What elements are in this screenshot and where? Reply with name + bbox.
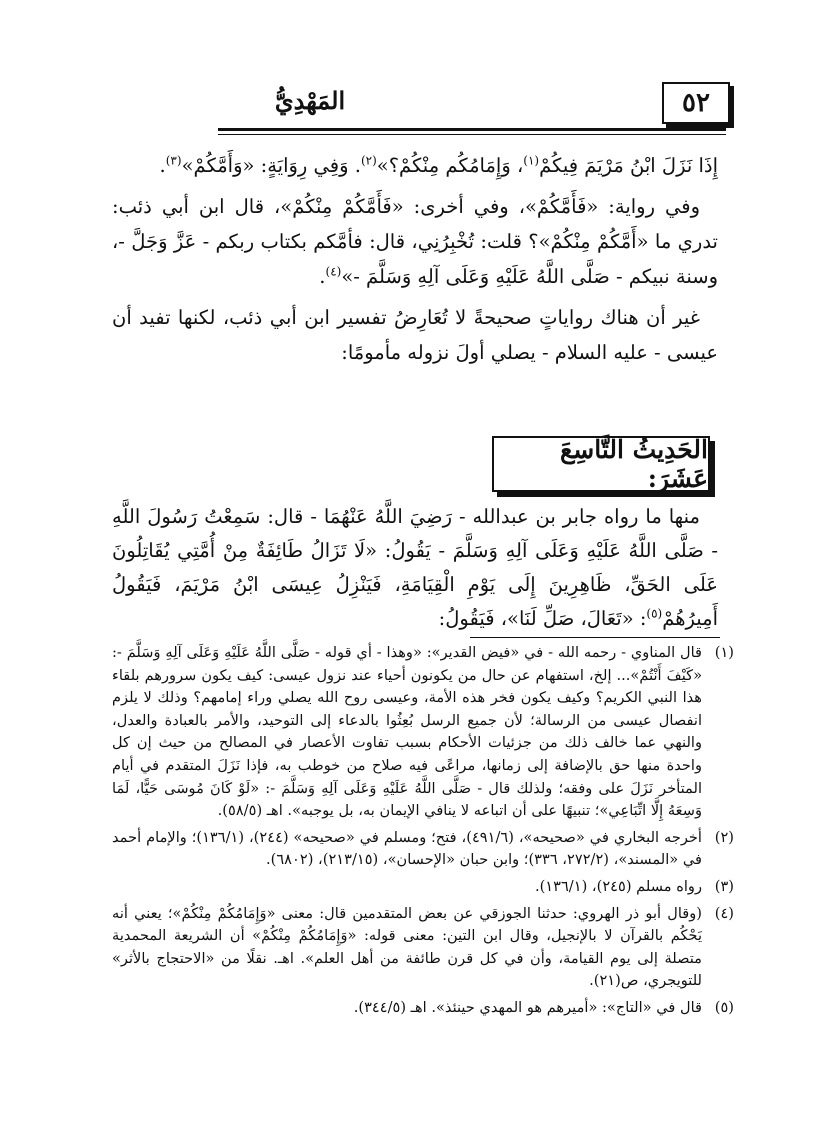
footnote-number: (٤) — [714, 904, 734, 922]
paragraph — [112, 189, 718, 294]
footnote-text: أخرجه البخاري في «صحيحه»، (٤٩١/٦)، فتح؛ ومسلم في «صحيحه» (٢٤٤)، (١٣٦/١)؛ والإمام أحمد في «المسند»، (٢٧٢/٢، ٣٣٦)؛ وابن حبان «الإحسان»، (٢١٣/١٥)، (٦٨٠٢). — [112, 828, 702, 869]
footnotes — [112, 642, 734, 1024]
section-heading-text: الحَدِيثُ التَّاسِعَ عَشَرَ: — [559, 435, 708, 493]
text-run: ، وَإِمَامُكُم مِنْكُمْ؟» — [376, 154, 524, 177]
main-text-2 — [112, 500, 718, 636]
text-run: إِذَا نَزَلَ ابْنُ مَرْيَمَ فِيكُمْ — [539, 154, 718, 177]
text-run: . — [319, 265, 326, 288]
footnote-marker: (٤) — [325, 264, 342, 279]
paragraph: غير أن هناك رواياتٍ صحيحةً لا تُعَارِضُ تفسير ابن أبي ذئب، لكنها تفيد أن عيسى - عليه السلام - يصلي أولَ نزوله مأمومًا: — [112, 306, 718, 364]
footnote — [112, 997, 734, 1020]
footnote-text: (وقال أبو ذر الهروي: حدثنا الجوزقي عن بعض المتقدمين قال: معنى «وَإِمَامُكُمْ مِنْكُمْ»؛ يعني أنه يَحْكُم بالقرآن لا بالإنجيل، وقال ابن التين: معنى قوله: «وَإِمَامُكُمْ مِنْكُمْ» أن الشريعة المحمدية متصلة إلى يوم القيامة، وأن في كل قرن طائفة من أهل العلم». اهـ. نقلًا من «الاحتجاج بالأثر» للتويجري، ص(٢١). — [112, 904, 702, 990]
footnote-marker: (٣) — [165, 153, 182, 168]
footnote-number: (١) — [714, 644, 734, 661]
main-text — [112, 148, 718, 376]
footnote-marker: (١) — [523, 153, 540, 168]
footnote-text: قال المناوي - رحمه الله - في «فيض القدير»: «وهذا - أي قوله - صَلَّى اللَّهُ عَلَيْهِ وَعَلَى آلِهِ وَسَلَّمَ -: «كَيْفَ أَنْتُمْ»... إلخ، استفهام عن حال من يكونون أحياء عند نزول عيسى: كيف يكون سرورهم بلقاء هذا النبي الكريم؟ وكيف يكون فخر هذه الأمة، وعيسى روح الله يصلي وراء إمامهم؟ وذلك لا يلزم انفصال عيسى من الرسالة؛ لأن جميع الرسل بُعِثُوا بالدعاء إلى التوحيد، والأمر بالعبادة والعدل، والنهي عما خالف ذلك من جزئيات الأحكام بسبب تفاوت الأعصار في المصالح من حيث إن كل واحدة منها حق بالإضافة إلى زمانها، مراعًى فيه صلاح من خوطب به، فإذا نَزَلَ المتقدم في أيام المتأخر نَزَلَ على وفقه؛ ولذلك قال - صَلَّى اللَّهُ عَلَيْهِ وَعَلَى آلِهِ وَسَلَّمَ -: «لَوْ كَانَ مُوسَى حَيًّا، لَمَا وَسِعَهُ إِلَّا اتِّبَاعِي»؛ تنبيهًا على أن اتباعه لا ينافي الإيمان به، بل يوجبه». اهـ (٥٨/٥). — [112, 644, 702, 820]
running-title: المَهْدِيُّ — [274, 86, 346, 115]
footnote-text: قال في «التاج»: «أميرهم هو المهدي حينئذ». اهـ (٣٤٤/٥). — [353, 998, 702, 1016]
footnote-text: رواه مسلم (٢٤٥)، (١٣٦/١). — [534, 877, 702, 895]
paragraph — [112, 500, 718, 636]
footnote — [112, 903, 734, 993]
footnote-separator — [470, 637, 720, 638]
text-run: . — [159, 154, 166, 177]
footnote-marker: (٢) — [360, 153, 377, 168]
header-rule-thin — [218, 134, 726, 135]
footnote-number: (٢) — [714, 828, 734, 846]
header-rule — [218, 128, 726, 131]
section-heading — [492, 436, 710, 492]
paragraph — [112, 148, 718, 183]
footnote — [112, 642, 734, 823]
page-number: ٥٢ — [682, 88, 710, 118]
text-run: . وَفِي رِوَايَةٍ: «وَأَمَّكُمْ» — [181, 154, 361, 177]
footnote-number: (٣) — [714, 877, 734, 895]
footnote — [112, 876, 734, 899]
footnote-number: (٥) — [714, 998, 734, 1016]
footnote — [112, 827, 734, 872]
text-run: : «تَعَالَ، صَلِّ لَنَا»، فَيَقُولُ: — [438, 607, 647, 630]
text-run: وفي رواية: «فَأَمَّكُمْ»، وفي أخرى: «فَأَمَّكُمْ مِنْكُمْ»، قال ابن أبي ذئب: تدري ما «أَمَّكُمْ مِنْكُمْ»؟ قلت: تُخْبِرُنِي، قال: فأمَّكم بكتاب ربكم - عَزَّ وَجَلَّ -، وسنة نبيكم - صَلَّى اللَّهُ عَلَيْهِ وَعَلَى آلِهِ وَسَلَّمَ -» — [112, 195, 718, 288]
text-run: منها ما رواه جابر بن عبدالله - رَضِيَ اللَّهُ عَنْهُمَا - قال: سَمِعْتُ رَسُولَ اللَّهِ - صَلَّى اللَّهُ عَلَيْهِ وَعَلَى آلِهِ وَسَلَّمَ - يَقُولُ: «لَا تَزَالُ طَائِفَةٌ مِنْ أُمَّتِي يُقَاتِلُونَ عَلَى الحَقِّ، ظَاهِرِينَ إِلَى يَوْمِ الْقِيَامَةِ، فَيَنْزِلُ عِيسَى ابْنُ مَرْيَمَ، فَيَقُولُ أَمِيرُهُمْ — [112, 505, 718, 630]
page-number-box — [662, 82, 730, 124]
footnote-marker: (٥) — [646, 606, 663, 621]
